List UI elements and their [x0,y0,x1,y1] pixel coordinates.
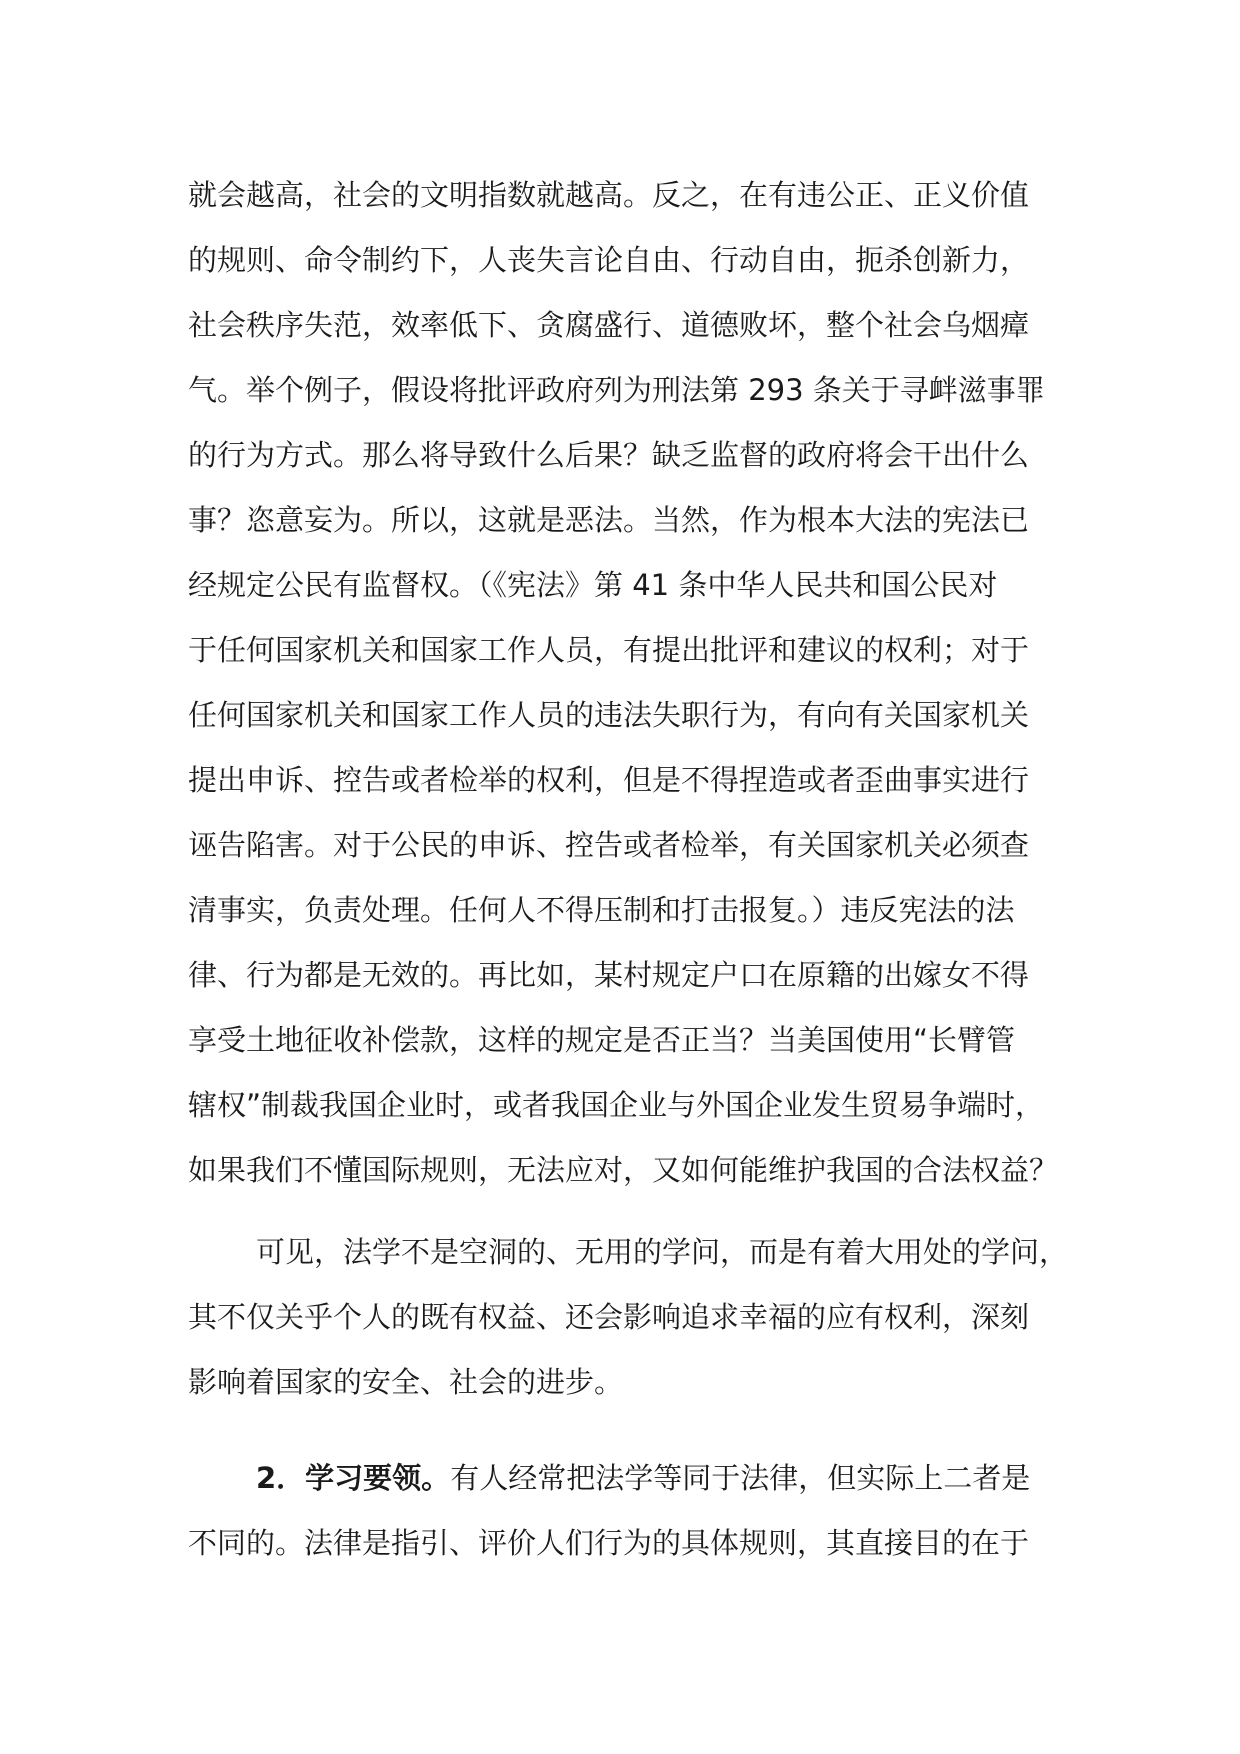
text-line: 社会秩序失范，效率低下、贪腐盛行、道德败坏，整个社会乌烟瘴 [188,308,1030,342]
text-line: 可见，法学不是空洞的、无用的学问，而是有着大用处的学问， [256,1235,1069,1269]
text-line: 如果我们不懂国际规则，无法应对，又如何能维护我国的合法权益？ [188,1153,1059,1187]
paragraph-rule-of-law-examples [188,163,1068,1203]
text-line: 享受土地征收补偿款，这样的规定是否正当？当美国使用“长臂管 [188,1023,1016,1057]
text-line: 诬告陷害。对于公民的申诉、控告或者检举，有关国家机关必须查 [188,828,1030,862]
text-line: 提出申诉、控告或者检举的权利，但是不得捏造或者歪曲事实进行 [188,763,1030,797]
text-line: 的行为方式。那么将导致什么后果？缺乏监督的政府将会干出什么 [188,438,1030,472]
text-line: 气。举个例子，假设将批评政府列为刑法第 293 条关于寻衅滋事罪 [188,373,1045,407]
text-line: 任何国家机关和国家工作人员的违法失职行为，有向有关国家机关 [188,698,1030,732]
paragraph-conclusion [188,1220,1068,1415]
text-line [188,1446,1068,1511]
text-line: 的规则、命令制约下，人丧失言论自由、行动自由，扼杀创新力， [188,243,1030,277]
text-line: 经规定公民有监督权。（《宪法》第 41 条中华人民共和国公民对 [188,568,998,602]
text-line: 不同的。法律是指引、评价人们行为的具体规则，其直接目的在于 [188,1526,1030,1560]
text-run: 有人经常把法学等同于法律，但实际上二者是 [450,1461,1031,1495]
text-line: 于任何国家机关和国家工作人员，有提出批评和建议的权利；对于 [188,633,1030,667]
text-line: 就会越高，社会的文明指数就越高。反之，在有违公正、正义价值 [188,178,1030,212]
text-line: 影响着国家的安全、社会的进步。 [188,1365,624,1399]
text-line: 律、行为都是无效的。再比如，某村规定户口在原籍的出嫁女不得 [188,958,1030,992]
text-line: 事？恣意妄为。所以，这就是恶法。当然，作为根本大法的宪法已 [188,503,1030,537]
paragraph-study-essentials [188,1446,1068,1576]
text-line: 清事实，负责处理。任何人不得压制和打击报复。）违反宪法的法 [188,893,1015,927]
text-line: 辖权”制裁我国企业时，或者我国企业与外国企业发生贸易争端时， [188,1088,1045,1122]
text-line: 其不仅关乎个人的既有权益、还会影响追求幸福的应有权利，深刻 [188,1300,1030,1334]
section-heading: 2．学习要领。 [256,1461,451,1495]
